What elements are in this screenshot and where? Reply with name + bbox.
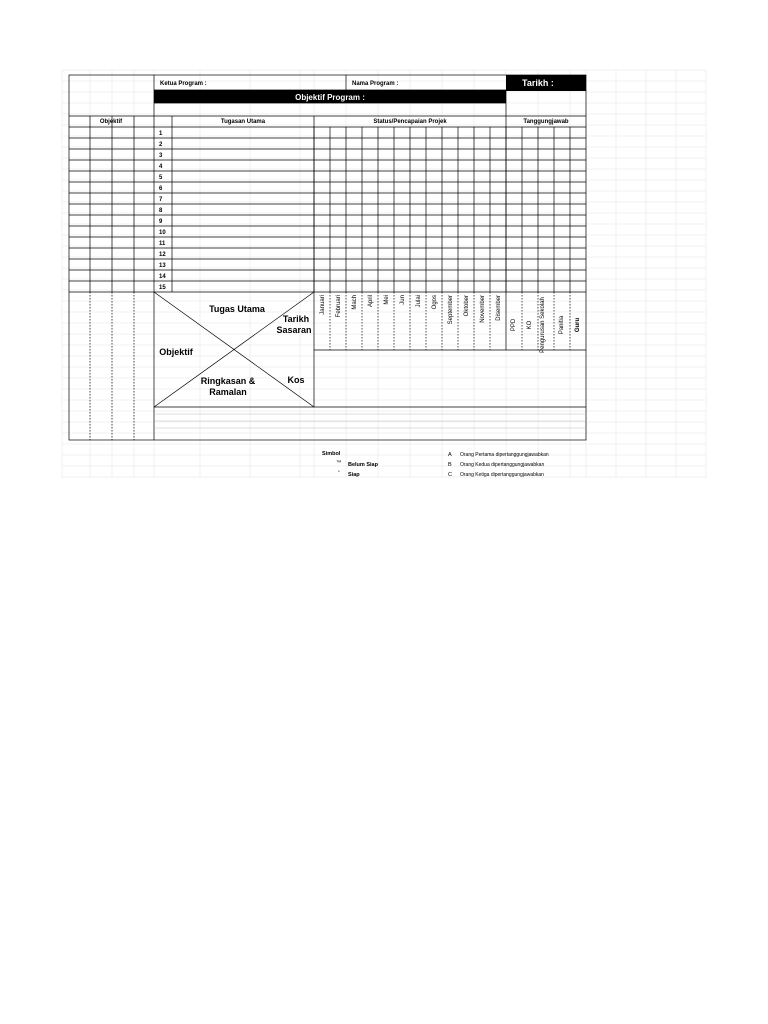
legend-belum-siap: Belum Siap — [348, 462, 378, 468]
tugasan-utama-column-header: Tugasan Utama — [220, 119, 266, 125]
month-header-mei: Mei — [384, 295, 390, 305]
matrix-ramalan: Ramalan — [209, 387, 247, 397]
matrix-kos: Kos — [287, 375, 305, 385]
row-number: 10 — [159, 230, 166, 236]
month-header-julai: Julai — [416, 295, 422, 308]
month-header-januari: Januari — [320, 295, 326, 315]
ketua-program-label: Ketua Program : — [160, 81, 207, 87]
legend-a-text: Orang Pertama dipertanggungjawabkan — [460, 452, 549, 458]
row-number: 5 — [159, 175, 163, 181]
row-number: 6 — [159, 186, 163, 192]
tarikh-label: Tarikh : — [522, 78, 554, 88]
legend-siap-mark: ˚ — [338, 471, 340, 477]
role-header: Panitia — [559, 315, 565, 335]
legend-b-letter: B — [448, 462, 452, 468]
month-header-april: April — [368, 295, 374, 308]
month-header-februari: Februari — [336, 295, 342, 318]
matrix-objektif: Objektif — [159, 347, 193, 357]
month-header-november: November — [480, 295, 486, 323]
month-headers — [320, 295, 502, 324]
row-number: 8 — [159, 208, 163, 214]
row-number: 12 — [159, 252, 166, 258]
row-number: 11 — [159, 241, 166, 247]
matrix-ringkasan: Ringkasan & — [200, 376, 256, 386]
row-number: 1 — [159, 131, 163, 137]
month-header-oktober: Oktober — [464, 295, 470, 317]
row-number: 7 — [159, 197, 163, 203]
form-lines — [69, 75, 586, 440]
month-header-september: September — [448, 295, 454, 325]
legend-a-letter: A — [448, 452, 452, 458]
legend-c-letter: C — [448, 472, 452, 478]
legend-siap: Siap — [348, 472, 360, 478]
role-header: Pengurusan Sekolah — [540, 297, 546, 353]
legend-c-text: Orang Ketiga dipertanggungjawabkan — [460, 472, 544, 478]
month-header-mach: Mach — [352, 295, 358, 310]
legend-belum-siap-mark: ™ — [336, 460, 342, 466]
row-number: 2 — [159, 142, 163, 148]
legend-b-text: Orang Kedua dipertanggungjawabkan — [460, 462, 545, 468]
objektif-column-header: Objektif — [99, 119, 123, 125]
role-headers — [511, 297, 581, 353]
matrix-tarikh: Tarikh — [282, 314, 310, 324]
row-number: 13 — [159, 263, 166, 269]
status-column-header: Status/Pencapaian Projek — [373, 119, 447, 125]
row-number: 4 — [159, 164, 163, 170]
nama-program-label: Nama Program : — [352, 81, 399, 87]
role-header: KO — [527, 320, 533, 330]
row-number: 15 — [159, 285, 166, 291]
legend-simbol: Simbol — [322, 451, 341, 457]
matrix-sasaran: Sasaran — [276, 325, 312, 335]
matrix-tugas-utama: Tugas Utama — [209, 304, 265, 314]
role-header: Guru — [575, 317, 581, 333]
row-number: 14 — [159, 274, 166, 280]
objektif-program-label: Objektif Program : — [295, 93, 365, 102]
role-header: PPD — [511, 318, 517, 332]
tanggungjawab-column-header: Tanggungjawab — [523, 119, 569, 125]
month-header-jun: Jun — [400, 295, 406, 305]
row-number: 9 — [159, 219, 163, 225]
row-number: 3 — [159, 153, 163, 159]
row-number-list — [159, 131, 166, 291]
month-header-disember: Disember — [496, 295, 502, 321]
month-header-ogos: Ogos — [432, 295, 438, 310]
